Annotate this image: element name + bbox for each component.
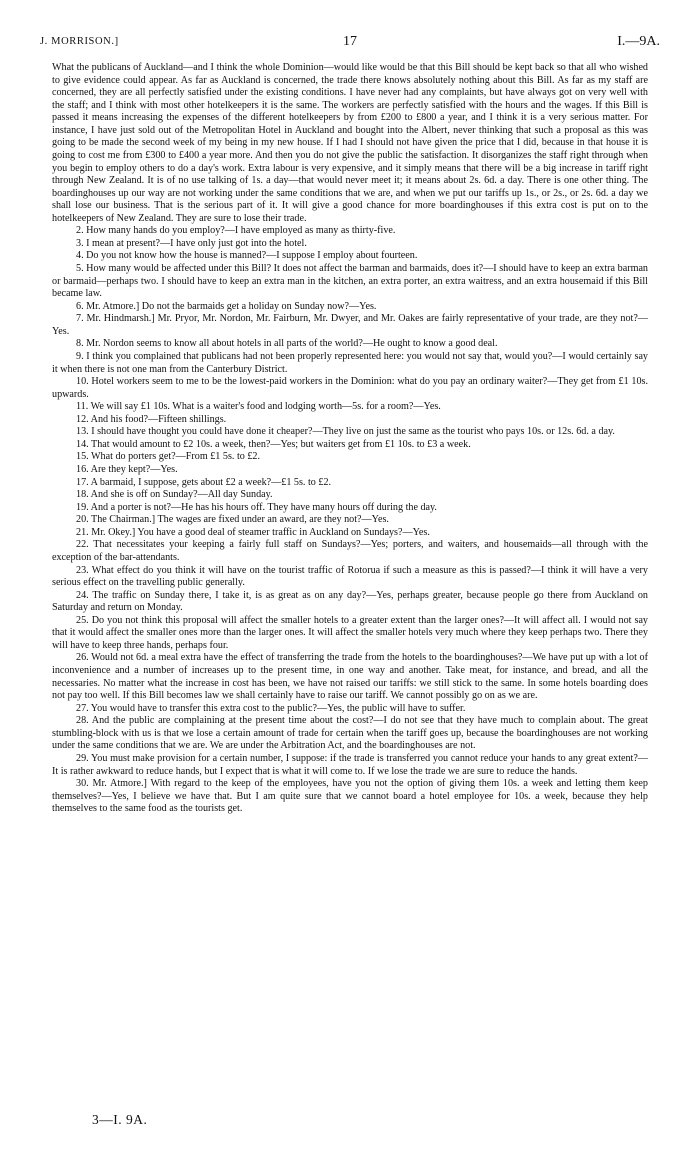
- paper-reference: I.—9A.: [617, 34, 660, 49]
- paragraph: 3. I mean at present?—I have only just got into the hotel.: [76, 237, 307, 249]
- printer-signature: 3—I. 9A.: [92, 1112, 148, 1127]
- page-body: [52, 62, 648, 816]
- paragraph: 24. The traffic on Sunday there, I take it, is as great as on any day?—Yes, perhaps greater, because people go there from Auckland on Saturday and return on Monday.: [52, 589, 648, 614]
- paragraph: What the publicans of Auckland—and I think the whole Dominion—would like would be that this Bill should be kept back so that all who wished to give evidence could appear. As far as Auckland is concerned, the trade there knows absolutely nothing about this Bill. As far as my staff are concerned, they are all perfectly satisfied under the existing conditions. I have never had any complaints, but have always got on very well with the staff; and I think with most other hotelkeepers it is the same. The workers are perfectly satisfied with the hours and the wages. If this Bill is passed it means increasing the expenses of the different hotelkeepers by from £200 to £800 a year, and I think it is a very serious matter. For instance, I have just sold out of the Metropolitan Hotel in Auckland and bought into the Albert, never thinking that such a proposal as this was going to be made the second week of my being in my new house. If I had I should not have given the price that I did, because in that house it is going to cost me from £300 to £400 a year more. And then you do not give the public the satisfaction. It disorganizes the staff right through when you begin to employ others to do a day's work. Extra labour is very expensive, and it simply means that there will be a big increase in tariff right through New Zealand. It is of no use talking of 1s. a day—that would never meet it; it means about 2s. 6d. a day. There is one other thing. The boardinghouses up our way are not working under the same conditions that we are, and when we put our tariffs up 1s., or 2s., or 2s. 6d. a day we shall lose our business. That is the serious part of it. It will give a good chance for more boardinghouses if this extra cost is put on to the hotelkeepers of New Zealand. They are sure to lose their trade.: [52, 62, 648, 224]
- paragraph: 12. And his food?—Fifteen shillings.: [76, 413, 227, 425]
- page-header: [40, 34, 660, 54]
- paragraph: 17. A barmaid, I suppose, gets about £2 a week?—£1 5s. to £2.: [76, 476, 332, 488]
- paragraph: 30. Mr. Atmore.] With regard to the keep of the employees, have you not the option of giving them 10s. a week and letting them keep themselves?—Yes, I believe we have that. But I am quite sure that we cannot board a hotel employee for 10s. a week, because they help themselves to the same food as the tourists get.: [52, 778, 648, 815]
- paragraph: 19. And a porter is not?—He has his hours off. They have many hours off during the day.: [76, 501, 437, 513]
- paragraph: 6. Mr. Atmore.] Do not the barmaids get a holiday on Sunday now?—Yes.: [76, 300, 377, 312]
- paragraph: 20. The Chairman.] The wages are fixed under an award, are they not?—Yes.: [76, 514, 389, 526]
- paragraph: 27. You would have to transfer this extra cost to the public?—Yes, the public will have to suffer.: [76, 702, 466, 714]
- paragraph: 16. Are they kept?—Yes.: [76, 464, 178, 475]
- paragraph: 11. We will say £1 10s. What is a waiter's food and lodging worth—5s. for a room?—Yes.: [76, 401, 441, 413]
- paragraph: 29. You must make provision for a certain number, I suppose: if the trade is transferred you cannot reduce your hands to any great extent?—It is rather awkward to reduce hands, but I expect that is what it will come to. If we lose the trade we are sure to reduce the hands.: [52, 752, 648, 777]
- paragraph: 28. And the public are complaining at the present time about the cost?—I do not see that they have much to complain about. The great stumbling-block with us is that we lose a certain amount of trade for certain when the tariff goes up, because the boardinghouses are not working under the same conditions that we are. We are under the Arbitration Act, and the boardinghouses are not.: [52, 715, 648, 752]
- paragraph: 2. How many hands do you employ?—I have employed as many as thirty-five.: [76, 225, 396, 237]
- witness-name: J. MORRISON.]: [40, 36, 119, 47]
- paragraph: 10. Hotel workers seem to me to be the lowest-paid workers in the Dominion: what do you pay an ordinary waiter?—They get from £1 10s. upwards.: [52, 376, 648, 400]
- paragraph: 14. That would amount to £2 10s. a week, then?—Yes; but waiters get from £1 10s. to £3 a week.: [76, 438, 471, 450]
- paragraph: 18. And she is off on Sunday?—All day Sunday.: [76, 489, 273, 501]
- paragraph: 13. I should have thought you could have done it cheaper?—They live on just the same as the tourist who pays 10s. or 12s. 6d. a day.: [76, 426, 615, 438]
- paragraph: 5. How many would be affected under this Bill? It does not affect the barman and barmaids, does it?—I should have to keep an extra barman or barmaid—perhaps two. I should have to keep an extra man in the kitchen, an extra porter, an extra waitress, and an extra housemaid if this Bill became law.: [52, 263, 648, 300]
- paragraph: 21. Mr. Okey.] You have a good deal of steamer traffic in Auckland on Sundays?—Yes.: [76, 526, 430, 538]
- paragraph: 7. Mr. Hindmarsh.] Mr. Pryor, Mr. Nordon, Mr. Fairburn, Mr. Dwyer, and Mr. Oakes are fairly representative of your trade, are they not?—Yes.: [52, 313, 648, 337]
- paragraph: 25. Do you not think this proposal will affect the smaller hotels to a greater extent than the larger ones?—It will affect all. I would not say that it would affect the smaller ones more than the larger ones. It will affect the smaller hotels very much where they keep perhaps two. There they will have to keep three hands, perhaps four.: [52, 614, 648, 651]
- paragraph: 9. I think you complained that publicans had not been properly represented here: you would not say that, would you?—I would certainly say it when there is not one man from the Canterbury District.: [52, 350, 648, 375]
- paragraph: 8. Mr. Nordon seems to know all about hotels in all parts of the world?—He ought to know a good deal.: [76, 338, 498, 350]
- paragraph: 26. Would not 6d. a meal extra have the effect of transferring the trade from the hotels to the boardinghouses?—We have put up with a lot of inconvenience and a number of increases up to the present time, in one way and another. Take meat, for instance, and bread, and all the necessaries. No matter what the increase in cost has been, we have not raised our tariffs: we still stick to the same. In some hotels boarding does not pay too well. If this Bill becomes law we shall certainly have to raise our tariff. We cannot possibly go on as we are.: [52, 652, 648, 702]
- page-number: 17: [343, 34, 357, 49]
- paragraph: 15. What do porters get?—From £1 5s. to £2.: [76, 451, 261, 463]
- paragraph: 4. Do you not know how the house is manned?—I suppose I employ about fourteen.: [76, 250, 418, 262]
- paragraph: 22. That necessitates your keeping a fairly full staff on Sundays?—Yes; porters, and waiters, and housemaids—all through with the exception of the bar-attendants.: [52, 539, 648, 563]
- paragraph: 23. What effect do you think it will have on the tourist traffic of Rotorua if such a measure as this is passed?—I think it will have a very serious effect on the travelling public generally.: [52, 564, 648, 589]
